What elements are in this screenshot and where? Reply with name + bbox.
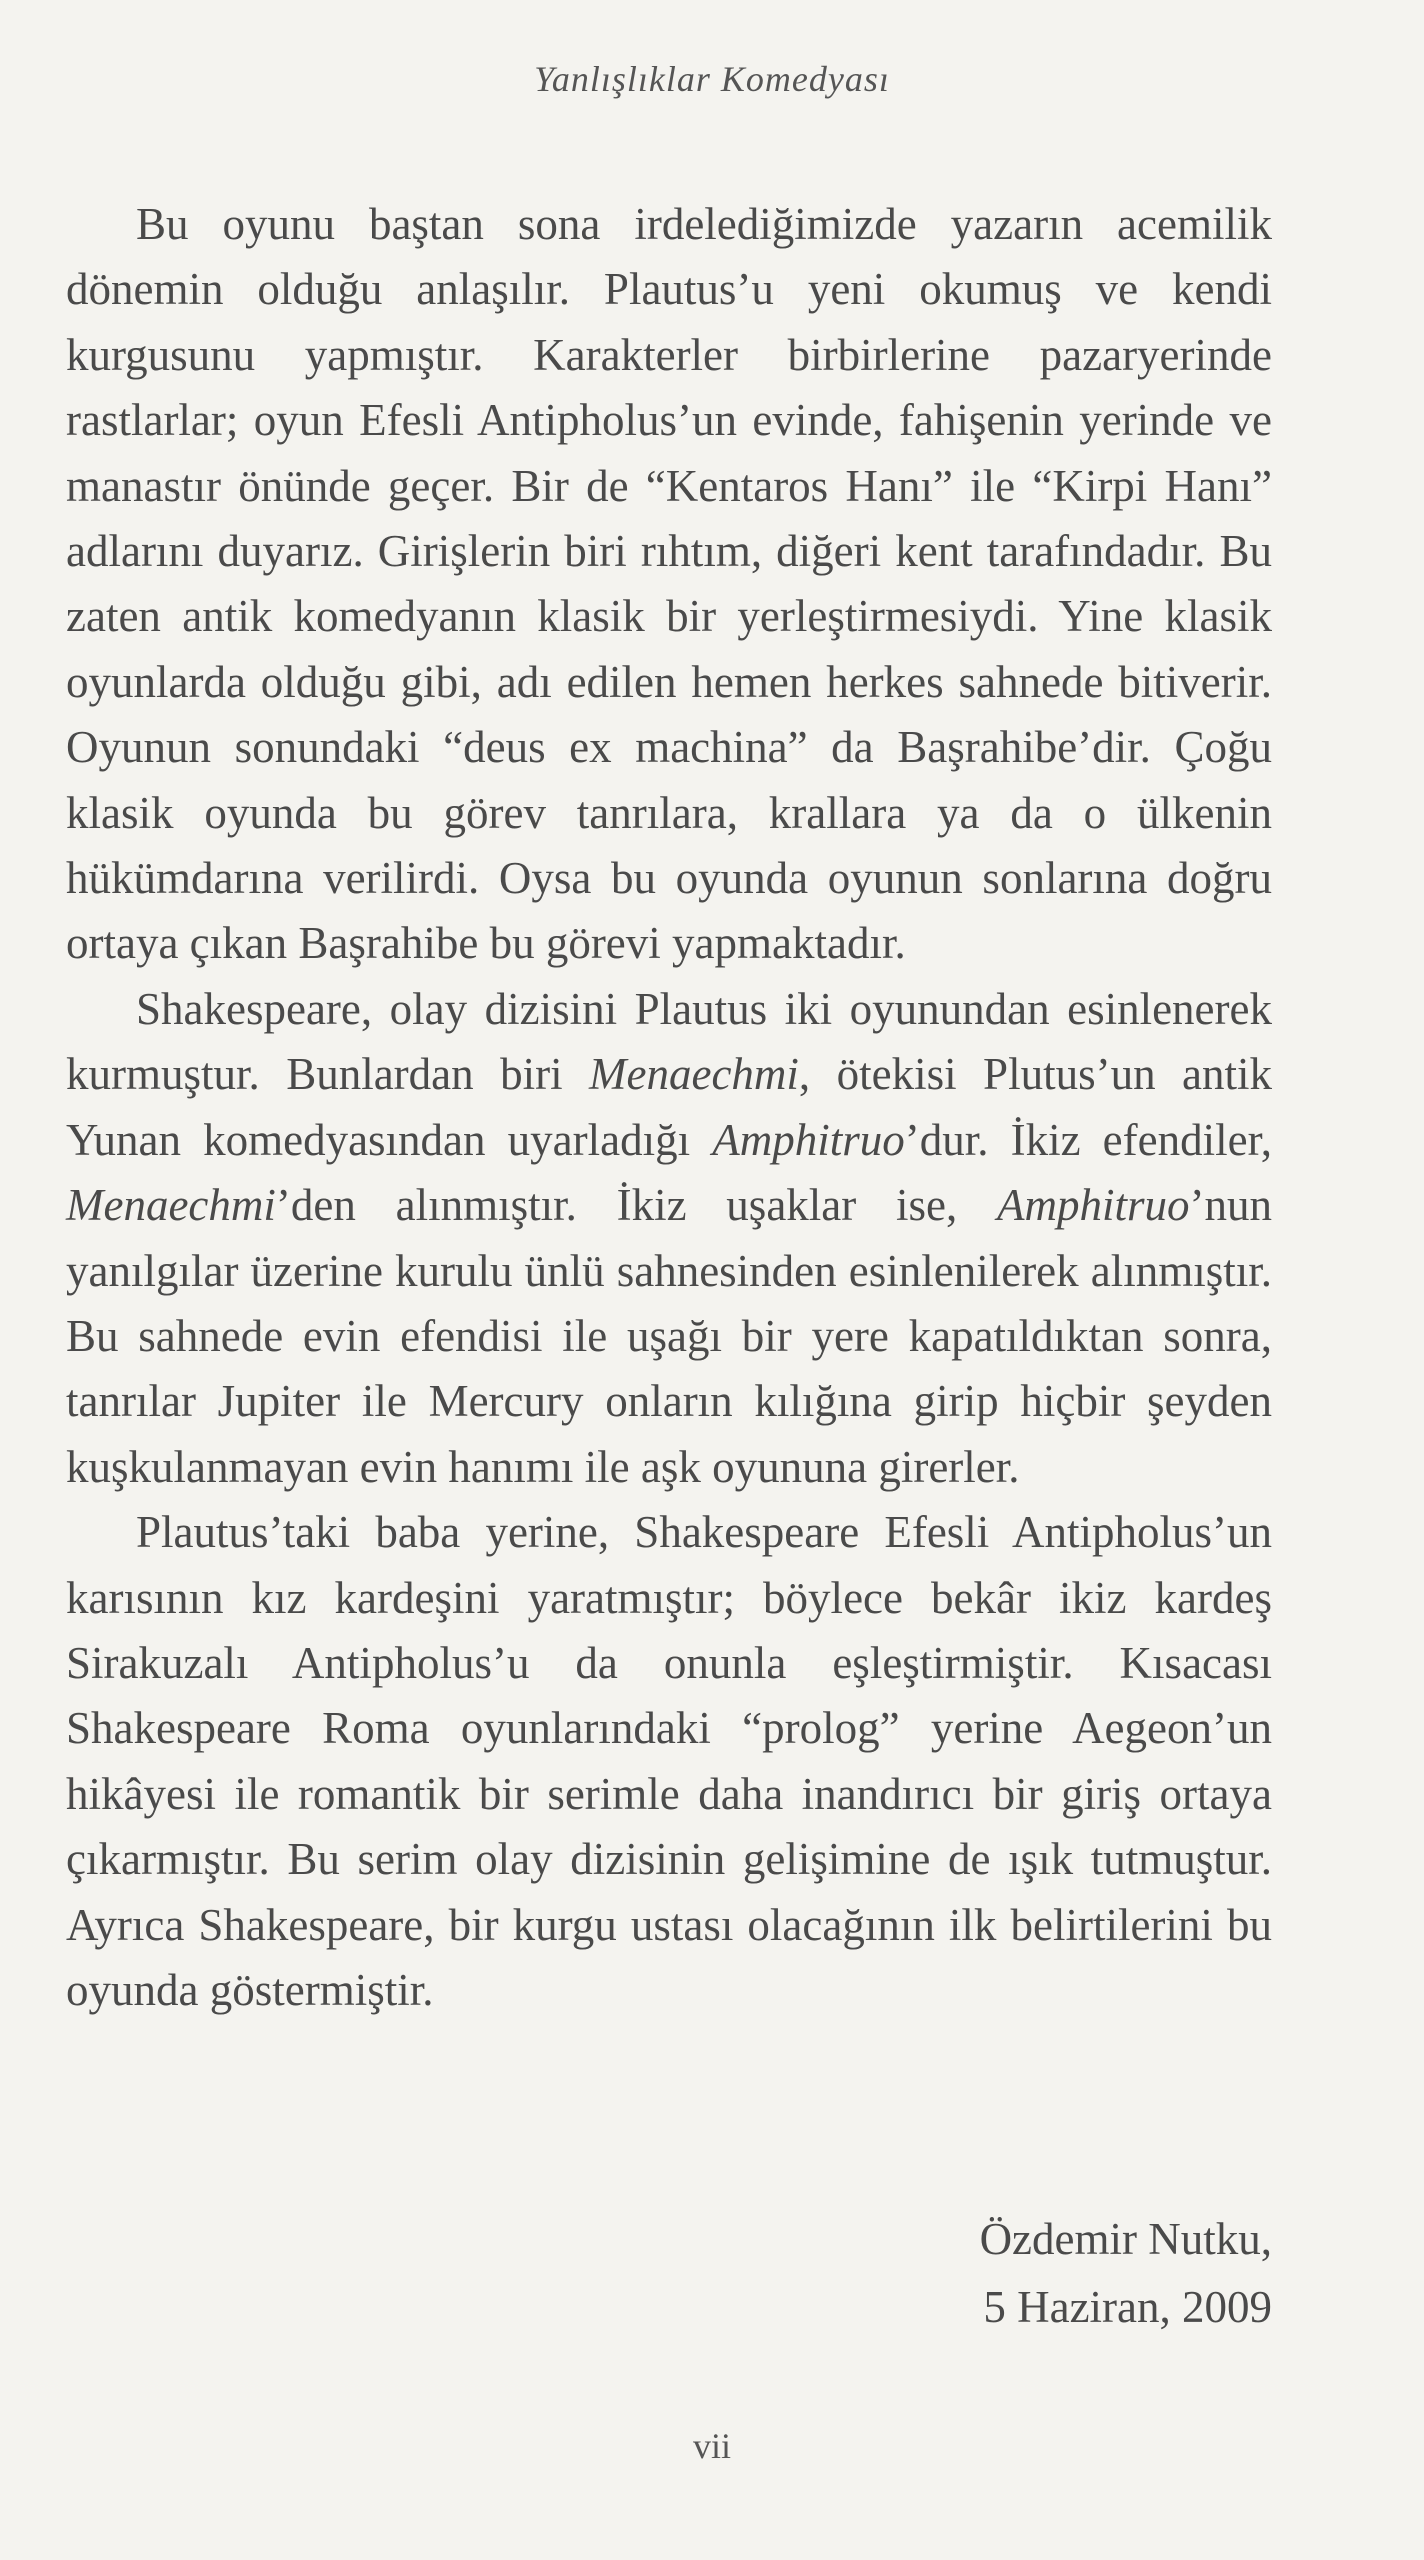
paragraph-2-text: ’den alınmıştır. İkiz uşaklar ise, — [275, 1180, 997, 1231]
paragraph-2-text: Shakespeare, olay dizisini Plautus iki oyunundan esinlenerek kurmuştur. Bunlardan biri — [66, 983, 1272, 1100]
signature-date: 5 Haziran, 2009 — [983, 2282, 1272, 2332]
title-amphitruo: Amphitruo — [712, 1114, 905, 1165]
title-menaechmi: Menaechmi — [589, 1049, 799, 1100]
paragraph-3-text: Plautus’taki baba yerine, Shakespeare Efesli Antipholus’un karısının kız kardeşini yaratmıştır; böylece bekâr ikiz kardeş Sirakuzalı Antipholus’u da onunla eşleştirmiştir. Kısacası Shakespeare Roma oyunlarındaki “prolog” yerine Aegeon’un hikâyesi ile romantik bir serimle daha inandırıcı bir giriş ortaya çıkarmıştır. Bu serim olay dizisinin gelişimine de ışık tutmuştur. Ayrıca Shakespeare, bir kurgu ustası olacağının ilk belirtilerini bu oyunda göstermiştir. — [66, 1507, 1272, 2015]
body-text — [66, 192, 1272, 2023]
paragraph-2 — [66, 977, 1272, 1500]
title-menaechmi: Menaechmi — [66, 1180, 276, 1231]
paragraph-1-text: Bu oyunu baştan sona irdelediğimizde yazarın acemilik dönemin olduğu anlaşılır. Plautus’u yeni okumuş ve kendi kurgusunu yapmıştır. Karakterler birbirlerine pazaryerinde rastlarlar; oyun Efesli Antipholus’un evinde, fahişenin yerinde ve manastır önünde geçer. Bir de “Kentaros Hanı” ile “Kirpi Hanı” adlarını duyarız. Girişlerin biri rıhtım, diğeri kent tarafındadır. Bu zaten antik komedyanın klasik bir yerleştirmesiydi. Yine klasik oyunlarda olduğu gibi, adı edilen hemen herkes sahnede bitiverir. Oyunun sonundaki “deus ex machina” da Başrahibe’dir. Çoğu klasik oyunda bu görev tanrılara, krallara ya da o ülkenin hükümdarına verilirdi. Oysa bu oyunda oyunun sonlarına doğru ortaya çıkan Başrahibe bu görevi yapmaktadır. — [66, 199, 1272, 969]
paragraph-1 — [66, 192, 1272, 977]
paragraph-2-text: ’dur. İkiz efendiler, — [904, 1114, 1273, 1165]
paragraph-2-text: , ötekisi Plutus’un antik Yunan komedyasından uyarladığı — [66, 1049, 1272, 1165]
signature-block — [980, 2205, 1272, 2341]
paragraph-2-text: ’nun yanılgılar üzerine kurulu ünlü sahnesinden esinlenilerek alınmıştır. Bu sahnede evin efendisi ile uşağı bir yere kapatıldıktan sonra, tanrılar Jupiter ile Mercury onların kılığına girip hiçbir şeyden kuşkulanmayan evin hanımı ile aşk oyununa girerler. — [66, 1180, 1272, 1492]
title-amphitruo: Amphitruo — [996, 1180, 1190, 1231]
paragraph-3 — [66, 1500, 1272, 2023]
page-number: vii — [692, 2426, 731, 2466]
signature-author: Özdemir Nutku, — [979, 2214, 1272, 2264]
running-head: Yanlışlıklar Komedyası — [534, 59, 890, 99]
